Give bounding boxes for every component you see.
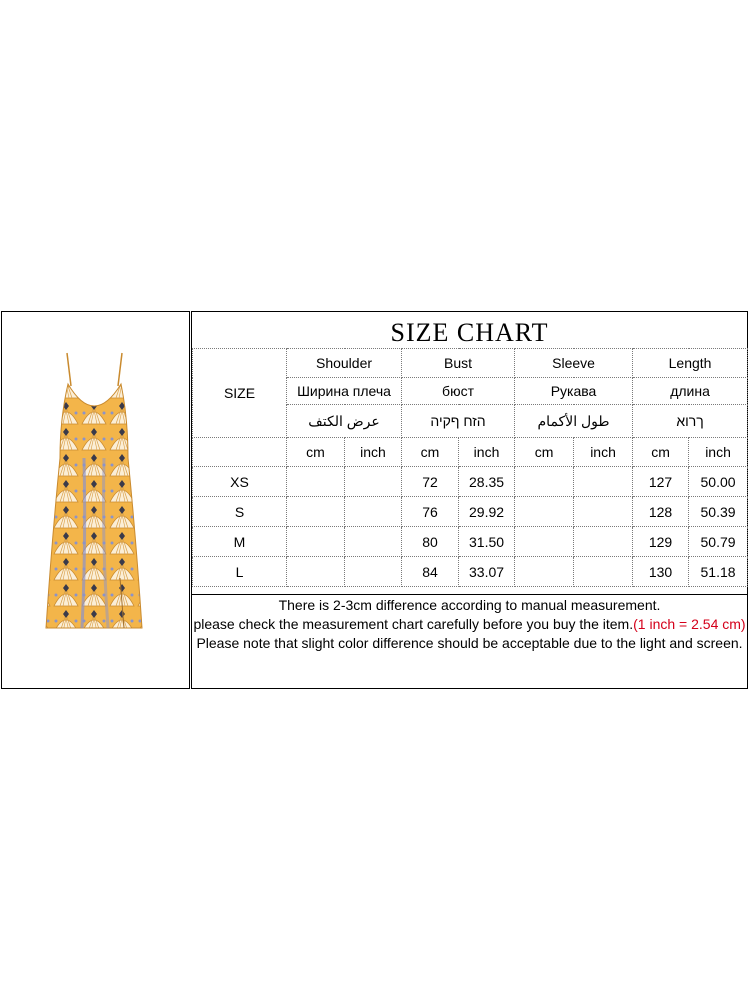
size-cell: XS bbox=[193, 467, 287, 497]
value-cell bbox=[574, 497, 633, 527]
value-cell bbox=[515, 527, 574, 557]
header-shoulder-ar: عرض الكتف bbox=[287, 405, 402, 438]
measurement-notes bbox=[192, 594, 747, 690]
value-cell bbox=[345, 497, 402, 527]
value-cell: 128 bbox=[633, 497, 689, 527]
unit-blank bbox=[193, 438, 287, 467]
value-cell bbox=[574, 527, 633, 557]
header-length-he: ךרוא bbox=[633, 405, 748, 438]
value-cell bbox=[287, 527, 345, 557]
value-cell: 50.39 bbox=[689, 497, 748, 527]
size-chart-card bbox=[1, 311, 748, 689]
header-sleeve-ru: Рукава bbox=[515, 378, 633, 405]
value-cell bbox=[574, 467, 633, 497]
note-line-1: There is 2-3cm difference according to manual measurement. bbox=[278, 597, 661, 613]
value-cell: 28.35 bbox=[459, 467, 515, 497]
note-line-2 bbox=[192, 615, 747, 634]
value-cell: 130 bbox=[633, 557, 689, 587]
value-cell bbox=[515, 467, 574, 497]
table-row bbox=[193, 467, 748, 497]
size-cell: L bbox=[193, 557, 287, 587]
value-cell bbox=[515, 557, 574, 587]
header-bust-ru: бюст bbox=[402, 378, 515, 405]
size-chart-panel bbox=[191, 311, 748, 689]
value-cell: 29.92 bbox=[459, 497, 515, 527]
size-cell: S bbox=[193, 497, 287, 527]
header-row-en bbox=[193, 349, 748, 378]
unit-inch: inch bbox=[345, 438, 402, 467]
header-length-ru: длина bbox=[633, 378, 748, 405]
header-shoulder-ru: Ширина плеча bbox=[287, 378, 402, 405]
header-shoulder: Shoulder bbox=[287, 349, 402, 378]
value-cell bbox=[287, 467, 345, 497]
value-cell: 33.07 bbox=[459, 557, 515, 587]
unit-cm: cm bbox=[515, 438, 574, 467]
value-cell bbox=[287, 497, 345, 527]
chart-title: SIZE CHART bbox=[390, 318, 549, 347]
unit-cm: cm bbox=[287, 438, 345, 467]
value-cell: 51.18 bbox=[689, 557, 748, 587]
header-sleeve-ar: طول الأكمام bbox=[515, 405, 633, 438]
header-bust: Bust bbox=[402, 349, 515, 378]
unit-cm: cm bbox=[402, 438, 459, 467]
value-cell: 84 bbox=[402, 557, 459, 587]
size-header: SIZE bbox=[193, 349, 287, 438]
value-cell: 50.79 bbox=[689, 527, 748, 557]
value-cell bbox=[345, 527, 402, 557]
header-length: Length bbox=[633, 349, 748, 378]
value-cell: 127 bbox=[633, 467, 689, 497]
unit-inch: inch bbox=[459, 438, 515, 467]
value-cell: 76 bbox=[402, 497, 459, 527]
header-bust-he: הזח ףקיה bbox=[402, 405, 515, 438]
value-cell bbox=[345, 557, 402, 587]
value-cell: 72 bbox=[402, 467, 459, 497]
product-image-panel bbox=[1, 311, 190, 689]
value-cell bbox=[515, 497, 574, 527]
header-sleeve: Sleeve bbox=[515, 349, 633, 378]
unit-row bbox=[193, 438, 748, 467]
note-line-3: Please note that slight color difference should be acceptable due to the light and screen. bbox=[196, 635, 743, 651]
table-row bbox=[193, 557, 748, 587]
unit-inch: inch bbox=[689, 438, 748, 467]
value-cell: 129 bbox=[633, 527, 689, 557]
note-line-2-text: please check the measurement chart carefully before you buy the item. bbox=[193, 616, 634, 632]
table-row bbox=[193, 497, 748, 527]
value-cell bbox=[287, 557, 345, 587]
value-cell: 80 bbox=[402, 527, 459, 557]
value-cell: 50.00 bbox=[689, 467, 748, 497]
table-row bbox=[193, 527, 748, 557]
value-cell bbox=[574, 557, 633, 587]
unit-inch: inch bbox=[574, 438, 633, 467]
inch-conversion-note: (1 inch = 2.54 cm) bbox=[633, 616, 746, 632]
value-cell: 31.50 bbox=[459, 527, 515, 557]
value-cell bbox=[345, 467, 402, 497]
unit-cm: cm bbox=[633, 438, 689, 467]
size-cell: M bbox=[193, 527, 287, 557]
printed-slip-dress-icon bbox=[24, 348, 164, 648]
size-table bbox=[192, 348, 748, 587]
